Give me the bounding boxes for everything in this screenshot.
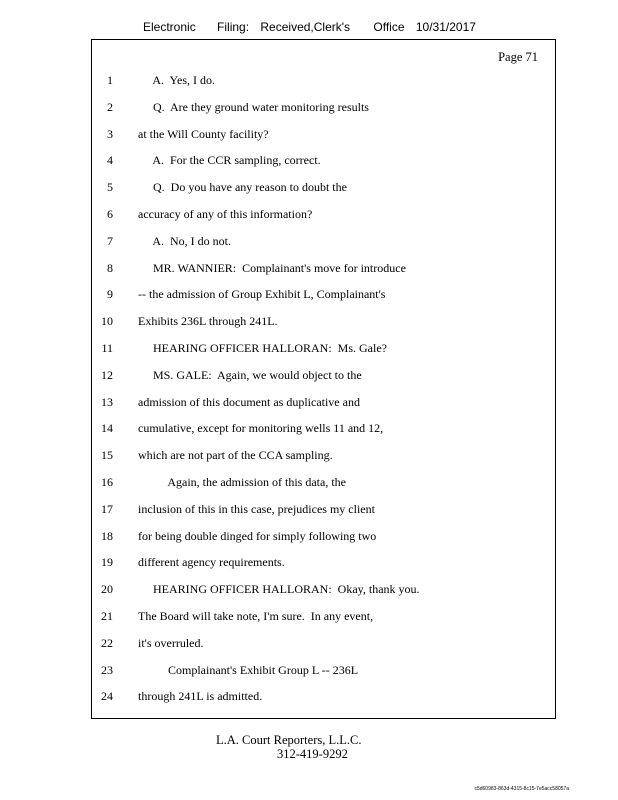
transcript-body (91, 72, 556, 715)
transcript-line (91, 608, 556, 635)
transcript-line (91, 635, 556, 662)
line-number: 24 (101, 689, 113, 704)
line-text: Q. Are they ground water monitoring results (138, 99, 369, 114)
transcript-line (91, 662, 556, 689)
line-number: 15 (101, 448, 113, 463)
court-reporter-name: L.A. Court Reporters, L.L.C. (216, 733, 362, 747)
transcript-line (91, 501, 556, 528)
line-text: Again, the admission of this data, the (138, 474, 346, 489)
transcript-line (91, 528, 556, 555)
line-text: Q. Do you have any reason to doubt the (138, 180, 347, 195)
line-text: MS. GALE: Again, we would object to the (138, 367, 362, 382)
line-number: 7 (107, 233, 113, 248)
line-text: A. No, I do not. (138, 233, 231, 248)
transcript-line (91, 233, 556, 260)
line-number: 10 (101, 314, 113, 329)
transcript-line (91, 581, 556, 608)
transcript-line (91, 447, 556, 474)
transcript-line (91, 340, 556, 367)
line-text: different agency requirements. (138, 555, 285, 570)
line-number: 13 (101, 394, 113, 409)
line-number: 2 (107, 99, 113, 114)
line-text: HEARING OFFICER HALLORAN: Okay, thank you. (138, 582, 420, 597)
line-text: it's overruled. (138, 635, 204, 650)
line-number: 19 (101, 555, 113, 570)
filing-header-part: Received,Clerk's (260, 20, 351, 34)
line-number: 4 (107, 153, 113, 168)
court-reporter-phone: 312-419-9292 (277, 747, 348, 761)
page-number: Page 71 (498, 50, 538, 64)
line-number: 14 (101, 421, 113, 436)
line-text: accuracy of any of this information? (138, 206, 313, 221)
line-text: MR. WANNIER: Complainant's move for introduce (138, 260, 406, 275)
line-text: A. For the CCR sampling, correct. (138, 153, 321, 168)
line-number: 20 (101, 582, 113, 597)
transcript-line (91, 420, 556, 447)
line-number: 21 (101, 608, 113, 623)
transcript-line (91, 394, 556, 421)
line-number: 8 (107, 260, 113, 275)
transcript-line (91, 313, 556, 340)
line-text: cumulative, except for monitoring wells 11 and 12, (138, 421, 384, 436)
line-text: Complainant's Exhibit Group L -- 236L (138, 662, 359, 677)
line-text: A. Yes, I do. (138, 73, 216, 87)
line-number: 23 (101, 662, 113, 677)
line-number: 5 (107, 180, 113, 195)
line-number: 22 (101, 635, 113, 650)
line-number: 6 (107, 206, 113, 221)
transcript-line (91, 554, 556, 581)
line-text: inclusion of this in this case, prejudices my client (138, 501, 375, 516)
line-number: 17 (101, 501, 113, 516)
transcript-line (91, 99, 556, 126)
line-number: 18 (101, 528, 113, 543)
transcript-line (91, 179, 556, 206)
line-number: 11 (101, 340, 113, 355)
line-text: at the Will County facility? (138, 126, 269, 141)
line-text: HEARING OFFICER HALLORAN: Ms. Gale? (138, 340, 387, 355)
transcript-line (91, 260, 556, 287)
line-number: 12 (101, 367, 113, 382)
filing-header-date: 10/31/2017 (415, 20, 476, 34)
transcript-line (91, 206, 556, 233)
document-id: c5d60983-863d-4315-8c15-7e5acc58057a (474, 786, 569, 792)
transcript-line (91, 688, 556, 715)
line-text: The Board will take note, I'm sure. In any event, (138, 608, 374, 623)
line-number: 9 (107, 287, 113, 302)
transcript-line (91, 367, 556, 394)
filing-header-part: Electronic (143, 20, 196, 34)
transcript-line (91, 474, 556, 501)
line-text: -- the admission of Group Exhibit L, Complainant's (138, 287, 386, 302)
line-text: for being double dinged for simply following two (138, 528, 377, 543)
line-number: 3 (107, 126, 113, 141)
transcript-line (91, 72, 556, 99)
line-text: admission of this document as duplicative and (138, 394, 360, 409)
line-number: 16 (101, 474, 113, 489)
filing-stamp-header (143, 20, 476, 34)
transcript-line (91, 152, 556, 179)
transcript-line (91, 126, 556, 153)
transcript-line (91, 286, 556, 313)
line-text: which are not part of the CCA sampling. (138, 448, 333, 463)
line-text: through 241L is admitted. (138, 689, 263, 704)
line-number: 1 (107, 73, 113, 87)
line-text: Exhibits 236L through 241L. (138, 314, 278, 329)
filing-header-part: Filing: (217, 20, 250, 34)
filing-header-part: Office (373, 20, 405, 34)
